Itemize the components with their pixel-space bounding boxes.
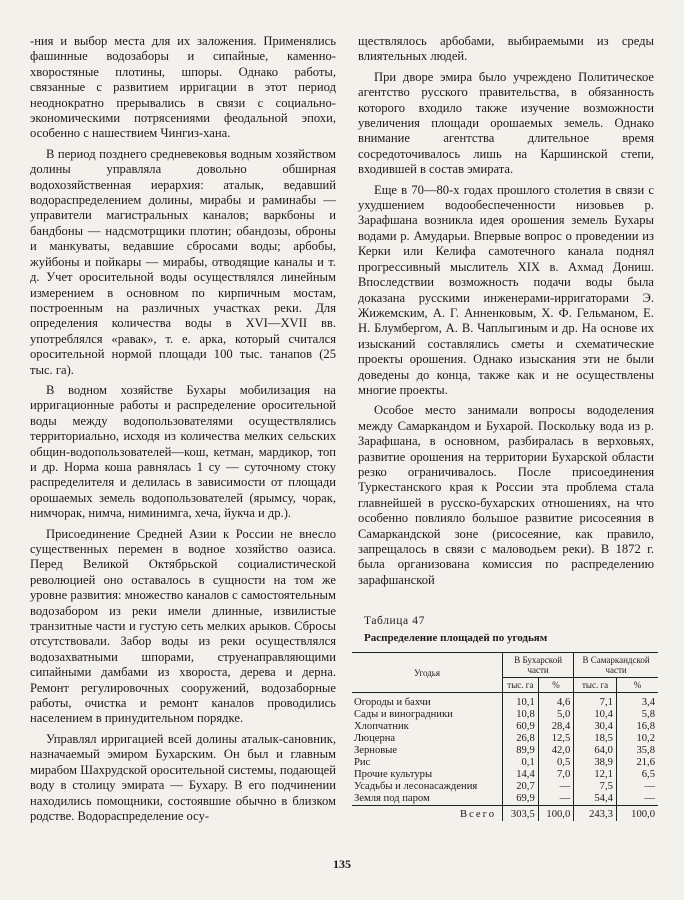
row-label: Огороды и бахчи — [352, 693, 503, 710]
table-cell: 18,5 — [574, 733, 617, 745]
table-cell: 42,0 — [538, 745, 574, 757]
table-cell: 5,0 — [538, 709, 574, 721]
paragraph: Еще в 70—80-х годах прошлого столетия в связи с ухудшением водообеспеченности низовьев р. Зарафшана возникла идея орошения земель Бухары водами р. Амударьи. Впервые вопрос о проведении из Керки или Келифа самотечного канала поднял прогрессивный мыслитель XIX в. Ахмад Дониш. Впоследствии возможность подачи воды была доказана русскими инженерами-ирригаторами Э. Жижемским, А. Г. Анненковым, Х. Ф. Гельманом, Е. Н. Блумбергом, А. В. Чаплыгиным и др. На основе их изысканий составлялись сметы и схематические проекты орошения. Однако изыскания эти не были доведены до конца, также как и не осуществлены многие проекты. — [358, 182, 654, 397]
table-row — [352, 733, 658, 745]
table-cell: 10,8 — [503, 709, 539, 721]
table-cell: 30,4 — [574, 721, 617, 733]
header-category: Угодья — [352, 653, 503, 693]
table-cell: 60,9 — [503, 721, 539, 733]
table-body — [352, 693, 658, 822]
table-row — [352, 769, 658, 781]
header-unit-pct: % — [633, 680, 642, 690]
total-cell: 303,5 — [503, 806, 539, 822]
header-bukhara: В Бухарской части — [503, 653, 574, 678]
table-cell: 4,6 — [538, 693, 574, 710]
table-cell: 7,5 — [574, 781, 617, 793]
table-row — [352, 693, 658, 710]
row-label: Сады и виноградники — [352, 709, 503, 721]
page-number: 135 — [333, 857, 351, 871]
table-cell: 69,9 — [503, 793, 539, 806]
header-unit-area: тыс. га — [574, 678, 617, 693]
header-samarkand: В Самаркандской части — [574, 653, 658, 678]
table-cell: 12,1 — [574, 769, 617, 781]
table-cell: 10,2 — [636, 733, 655, 744]
paragraph: В период позднего средневековья водным хозяйством долины управляла довольно обширная водохозяйственная иерархия: аталык, ведавший водораспределением долины, мирабы и раминабы — управители магистральных каналов; варкбоны и бандбоны — надсмотрщики плотин; обандозы, оброны и манкуваты, ведавшие сбросами воды; арбобы, жуйбоны и пойкары — мирабы, отводящие каналы и т. д. Учет оросительной воды осуществлялся линейным измерением в основном по кирпичным мостам, построенным на различных участках реки. Для определения количества воды в XVI—XVII вв. употреблялся «равак», т. е. арка, который считался оросительной нормой площади 100 тыс. танапов (25 тыс. га). — [30, 146, 336, 377]
table-cell: 7,0 — [538, 769, 574, 781]
total-cell: 243,3 — [574, 806, 617, 822]
row-label: Земля под паром — [352, 793, 503, 806]
paragraph: ществлялось арбобами, выбираемыми из среды влиятельных людей. — [358, 34, 654, 64]
table-row — [352, 745, 658, 757]
total-row — [352, 806, 658, 822]
table-caption: Таблица 47 — [364, 615, 425, 627]
total-label: Всего — [352, 806, 503, 822]
table-cell: 0,5 — [538, 757, 574, 769]
table-row — [352, 721, 658, 733]
row-label: Зерновые — [352, 745, 503, 757]
table-cell: 26,8 — [503, 733, 539, 745]
table-cell: 12,5 — [538, 733, 574, 745]
paragraph: Особое место занимали вопросы вододеления между Самаркандом и Бухарой. Поскольку вода из р. Зарафшана, в основном, разбиралась в верховьях, развитие орошения на территории Бухарской области резко ограничивалось. После присоединения Туркестанского края к России эта проблема стала главнейшей в русско-бухарских отношениях, на что особенно повлияло большое развитие рисосеяния в Самаркандской зоне (рисосеяние, как правило, запрещалось в связи с маловодьем реки). В 1872 г. была организована комиссия по распределению зарафшанской — [358, 403, 654, 587]
table-row — [352, 757, 658, 769]
header-unit-area: тыс. га — [503, 678, 539, 693]
table-cell: 14,4 — [503, 769, 539, 781]
table-cell: 0,1 — [503, 757, 539, 769]
table-cell: — — [644, 781, 655, 792]
table-row — [352, 781, 658, 793]
table-cell: 28,4 — [538, 721, 574, 733]
row-label: Хлопчатник — [352, 721, 503, 733]
table-title: Распределение площадей по угодьям — [364, 632, 548, 644]
table-cell: 10,1 — [503, 693, 539, 710]
table-cell: 89,9 — [503, 745, 539, 757]
table-cell: 7,1 — [574, 693, 617, 710]
table-cell: — — [538, 781, 574, 793]
paragraph: Присоединение Средней Азии к России не внесло существенных перемен в водное хозяйство оазиса. Перед Великой Октябрьской социалистической революцией оно оставалось в сущности на том же уровне развития: множество каналов с самостоятельным водозабором из реки имели длинные, извилистые транзитные части и густую сеть мелких арыков. Сбросы отсутствовали. Забор воды из реки осуществлялся водозахватными шпорами, струенаправляющими сипайными дамбами из хвороста, дерева и дерна. Ремонт регулировочных сооружений, водозаборные работы, очистка и ремонт каналов проводились населением в принудительном порядке. — [30, 526, 336, 726]
paragraph: -ния и выбор места для их заложения. Применялись фашинные водозаборы и сипайные, каменно-хворостяные плотины, шпоры. Однако работы, связанные с развитием ирригации в этот период неоднократно прерывались в связи с социально-экономическими потрясениями феодальной эпохи, особенно с нашествием Чингиз-хана. — [30, 34, 336, 141]
table-row — [352, 709, 658, 721]
total-cell: 100,0 — [616, 806, 658, 822]
right-text-column — [358, 34, 654, 593]
row-label: Прочие культуры — [352, 769, 503, 781]
table-cell: 10,4 — [574, 709, 617, 721]
table-cell: 35,8 — [636, 745, 655, 756]
row-label: Рис — [352, 757, 503, 769]
table-cell: 6,5 — [641, 769, 655, 780]
paragraph: При дворе эмира было учреждено Политическое агентство русского правительства, в обязанность которого входило также изучение возможности увеличения площади орошаемых земель. Однако внимание агентства длительное время сосредоточивалось лишь на Каршинской степи, входившей в состав эмирата. — [358, 69, 654, 177]
land-use-table — [352, 652, 658, 821]
table-cell: 5,8 — [641, 709, 655, 720]
table-row — [352, 793, 658, 806]
total-cell: 100,0 — [538, 806, 574, 822]
left-text-column — [30, 34, 336, 829]
header-unit-pct: % — [538, 678, 574, 693]
row-label: Люцерна — [352, 733, 503, 745]
table-cell: — — [538, 793, 574, 806]
table-cell: — — [644, 793, 655, 804]
table-cell: 54,4 — [574, 793, 617, 806]
table-cell: 16,8 — [636, 721, 655, 732]
paragraph: Управлял ирригацией всей долины аталык-сановник, назначаемый эмиром Бухарским. Он был и главным мирабом Шахрудской оросительной системы, подающей воду в столицу эмирата — Бухару. В его подчинении находились помощники, состоявшие обычно в близком родстве. Водораспределение осу- — [30, 731, 336, 823]
table-cell: 21,6 — [636, 757, 655, 768]
table-cell: 20,7 — [503, 781, 539, 793]
paragraph: В водном хозяйстве Бухары мобилизация на ирригационные работы и распределение оросительной воды между водопользователями осуществлялись территориально, исходя из количества мелких сельских общин-водопользователей—кош, кетман, мардикор, топ и др. Норма коша равнялась 1 су — суточному стоку распределителя и делилась в зависимости от площади орошаемых земель водопользователей (ярымсу, чорак, нимчорак, нимча, ниминимга, хеча, йукча и др.). — [30, 382, 336, 521]
table-cell: 38,9 — [574, 757, 617, 769]
row-label: Усадьбы и лесонасаждения — [352, 781, 503, 793]
table-cell: 64,0 — [574, 745, 617, 757]
table-cell: 3,4 — [641, 697, 655, 708]
data-table — [352, 652, 658, 821]
